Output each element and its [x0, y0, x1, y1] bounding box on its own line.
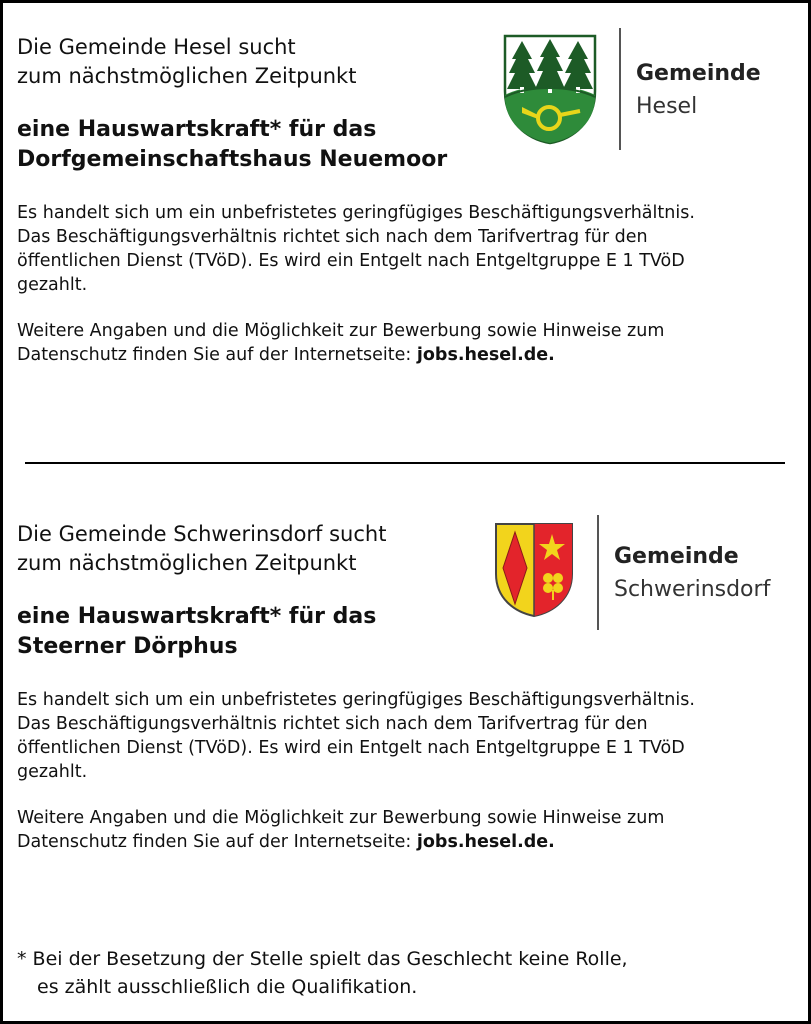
hesel-coat-of-arms-icon: [502, 33, 598, 149]
footnote-line1: * Bei der Besetzung der Stelle spielt das Geschlecht keine Rolle,: [17, 948, 628, 970]
schwerinsdorf-body-line1: Es handelt sich um ein unbefristetes geringfügiges Beschäftigungsverhältnis.: [17, 690, 695, 710]
hesel-jobs-link[interactable]: jobs.hesel.de.: [416, 345, 555, 365]
hesel-logo-word1: Gemeinde: [636, 61, 761, 86]
hesel-more-line1: Weitere Angaben und die Möglichkeit zur Bewerbung sowie Hinweise zum: [17, 321, 665, 341]
hesel-body-line2: Das Beschäftigungsverhältnis richtet sich nach dem Tarifvertrag für den: [17, 227, 648, 247]
schwerinsdorf-headline-line2: Steerner Dörphus: [17, 634, 238, 659]
schwerinsdorf-logo-word1: Gemeinde: [614, 544, 739, 569]
schwerinsdorf-logo-word2: Schwerinsdorf: [614, 577, 771, 602]
hesel-logo-word2: Hesel: [636, 94, 698, 119]
schwerinsdorf-more-line1: Weitere Angaben und die Möglichkeit zur Bewerbung sowie Hinweise zum: [17, 808, 665, 828]
hesel-headline: [17, 115, 811, 175]
hesel-more-line2: [17, 343, 811, 367]
gender-footnote: [17, 945, 628, 1001]
schwerinsdorf-more-line2-text: Datenschutz finden Sie auf der Internetseite:: [17, 832, 417, 852]
schwerinsdorf-coat-of-arms-icon: [494, 522, 574, 622]
schwerinsdorf-body: [17, 688, 811, 784]
hesel-body: [17, 201, 811, 297]
schwerinsdorf-body-line2: Das Beschäftigungsverhältnis richtet sich nach dem Tarifvertrag für den: [17, 714, 648, 734]
hesel-headline-line2: Dorfgemeinschaftshaus Neuemoor: [17, 147, 448, 172]
hesel-body-line1: Es handelt sich um ein unbefristetes geringfügiges Beschäftigungsverhältnis.: [17, 203, 695, 223]
schwerinsdorf-headline-line1: eine Hauswartskraft* für das: [17, 604, 377, 629]
hesel-intro-line2: zum nächstmöglichen Zeitpunkt: [17, 64, 357, 88]
section-divider: [25, 462, 785, 464]
schwerinsdorf-intro-line1: Die Gemeinde Schwerinsdorf sucht: [17, 522, 387, 546]
hesel-logo-divider: [619, 28, 621, 150]
hesel-more-line2-text: Datenschutz finden Sie auf der Internetseite:: [17, 345, 417, 365]
hesel-body-line4: gezahlt.: [17, 275, 88, 295]
schwerinsdorf-more-info: [17, 806, 811, 854]
footnote-line2: es zählt ausschließlich die Qualifikation.: [37, 976, 418, 998]
hesel-body-line3: öffentlichen Dienst (TVöD). Es wird ein Entgelt nach Entgeltgruppe E 1 TVöD: [17, 251, 685, 271]
schwerinsdorf-body-line4: gezahlt.: [17, 762, 88, 782]
schwerinsdorf-ad: [17, 520, 811, 854]
schwerinsdorf-headline: [17, 602, 811, 662]
hesel-headline-line1: eine Hauswartskraft* für das: [17, 117, 377, 142]
schwerinsdorf-intro-line2: zum nächstmöglichen Zeitpunkt: [17, 551, 357, 575]
hesel-intro-line1: Die Gemeinde Hesel sucht: [17, 35, 296, 59]
schwerinsdorf-logo-divider: [597, 515, 599, 630]
schwerinsdorf-more-line2: [17, 830, 811, 854]
hesel-more-info: [17, 319, 811, 367]
schwerinsdorf-body-line3: öffentlichen Dienst (TVöD). Es wird ein Entgelt nach Entgeltgruppe E 1 TVöD: [17, 738, 685, 758]
schwerinsdorf-jobs-link[interactable]: jobs.hesel.de.: [416, 832, 555, 852]
